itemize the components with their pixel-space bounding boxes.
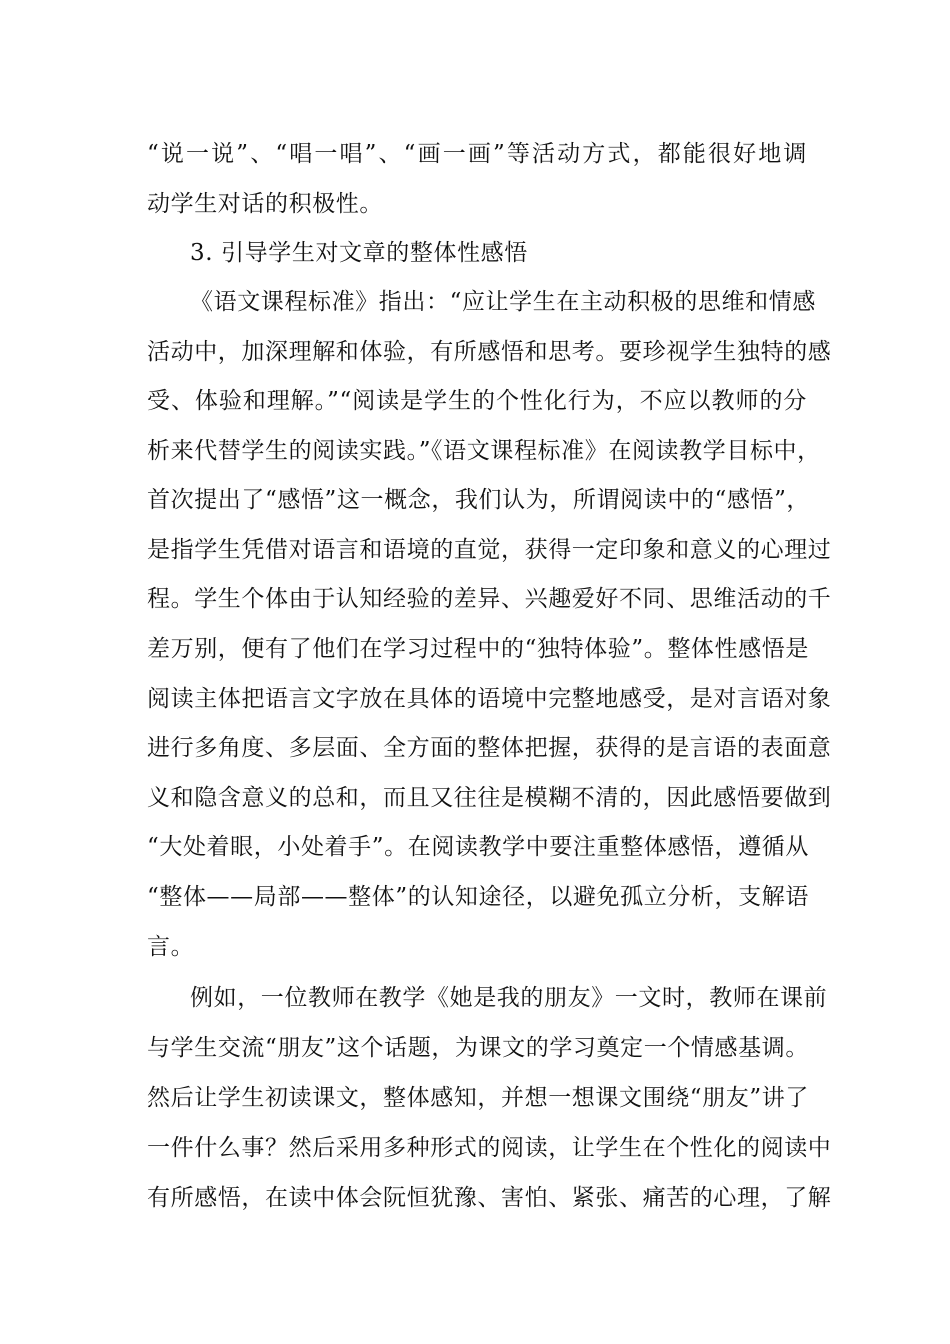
paragraph-line: “大处着眼，小处着手”。在阅读教学中要注重整体感悟，遵循从 [147,834,809,860]
paragraph-line: 受、体验和理解。”“阅读是学生的个性化行为，不应以教师的分 [147,388,807,414]
paragraph-line: 动学生对话的积极性。 [147,191,383,217]
paragraph-line: 阅读主体把语言文字放在具体的语境中完整地感受，是对言语对象 [147,686,832,712]
section-heading: 3. 引导学生对文章的整体性感悟 [190,240,528,266]
paragraph-line: 一件什么事？然后采用多种形式的阅读，让学生在个性化的阅读中 [147,1135,832,1161]
paragraph-line: “整体——局部——整体”的认知途径，以避免孤立分析，支解语 [147,884,809,910]
paragraph-line: 是指学生凭借对语言和语境的直觉，获得一定印象和意义的心理过 [147,537,832,563]
paragraph-line: 义和隐含意义的总和，而且又往往是模糊不清的，因此感悟要做到 [147,785,832,811]
paragraph-line: 析来代替学生的阅读实践。”《语文课程标准》在阅读教学目标中， [147,438,821,464]
paragraph-line: 与学生交流“朋友”这个话题，为课文的学习奠定一个情感基调。 [147,1035,809,1061]
paragraph-line: 进行多角度、多层面、全方面的整体把握，获得的是言语的表面意 [147,735,832,761]
paragraph-line: 程。学生个体由于认知经验的差异、兴趣爱好不同、思维活动的千 [147,586,832,612]
paragraph-line: 有所感悟，在读中体会阮恒犹豫、害怕、紧张、痛苦的心理，了解 [147,1185,832,1211]
paragraph-line: 《语文课程标准》指出：“应让学生在主动积极的思维和情感 [190,289,816,315]
paragraph-line: “说一说”、“唱一唱”、“画一画”等活动方式，都能很好地调 [147,141,807,167]
paragraph-line: 首次提出了“感悟”这一概念，我们认为，所谓阅读中的“感悟”， [147,487,811,513]
paragraph-line: 活动中，加深理解和体验，有所感悟和思考。要珍视学生独特的感 [147,339,832,365]
paragraph-line: 然后让学生初读课文，整体感知，并想一想课文围绕“朋友”讲了 [147,1085,809,1111]
paragraph-line: 差万别，便有了他们在学习过程中的“独特体验”。整体性感悟是 [147,636,809,662]
paragraph-line: 言。 [147,934,195,960]
paragraph-line: 例如，一位教师在教学《她是我的朋友》一文时，教师在课前 [190,985,828,1011]
